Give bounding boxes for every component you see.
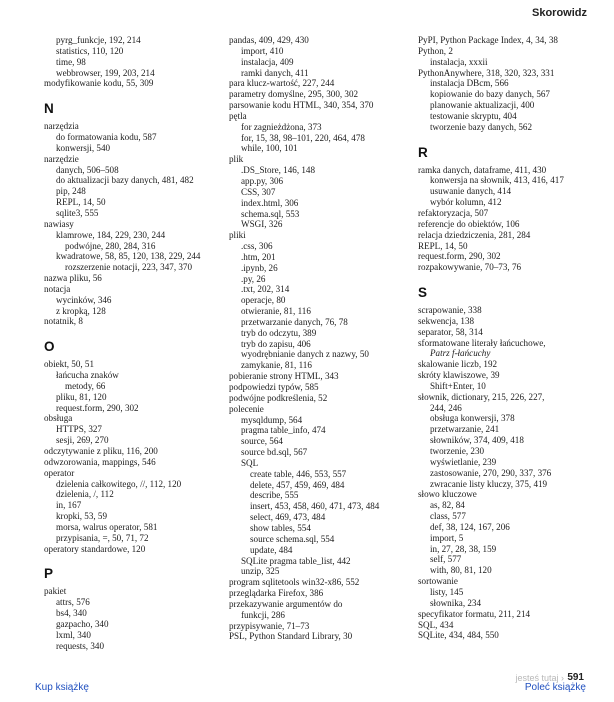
index-entry: modyfikowanie kodu, 55, 309 [44,78,154,89]
index-entry: słowo kluczowe [418,489,477,500]
index-entry: przypisania, =, 50, 71, 72 [56,532,149,543]
index-entry: słowników, 374, 409, 418 [430,435,524,446]
index-entry: wyświetlanie, 239 [430,456,497,467]
index-entry: mysqldump, 564 [241,414,303,425]
index-entry: podwójne podkreślenia, 52 [229,392,328,403]
index-entry: zamykanie, 81, 116 [241,360,312,371]
index-entry: pyrg_funkcje, 192, 214 [56,35,141,45]
index-entry: wycinków, 346 [56,294,112,305]
index-entry: in, 27, 28, 38, 159 [430,543,497,554]
index-entry: wybór kolumn, 412 [430,197,502,208]
index-entry: metody, 66 [65,380,106,391]
index-entry: SQLite pragma table_list, 442 [241,555,351,566]
index-entry: webbrowser, 199, 203, 214 [56,67,155,78]
index-entry: source schema.sql, 554 [250,533,335,544]
section-letter-r: R [418,144,428,160]
index-entry: referencje do obiektów, 106 [418,218,520,229]
index-entry: Python, 2 [418,45,453,56]
index-entry: WSGI, 326 [241,219,283,230]
index-entry: relacja dziedziczenia, 281, 284 [418,229,531,240]
index-entry: pliku, 81, 120 [56,391,107,402]
index-entry: operacje, 80 [241,295,286,306]
index-entry: do aktualizacji bazy danych, 481, 482 [56,175,194,186]
index-entry: testowanie skryptu, 404 [430,110,517,121]
index-entry: .css, 306 [241,241,273,252]
index-entry: in, 167 [56,500,82,511]
index-entry: notatnik, 8 [44,316,83,327]
index-entry: tryb do odczytu, 389 [241,327,317,338]
index-entry: przetwarzanie danych, 76, 78 [241,316,348,327]
index-entry: klamrowe, 184, 229, 230, 244 [56,229,166,240]
index-entry: do formatowania kodu, 587 [56,132,157,143]
index-entry: zastosowanie, 270, 290, 337, 376 [430,467,552,478]
index-entry: odczytywanie z pliku, 116, 200 [44,446,158,456]
index-entry: polecenie [229,403,264,414]
index-entry: dzielenia, /, 112 [56,489,114,500]
index-entry: skróty klawiszowe, 39 [418,370,500,381]
index-entry: refaktoryzacja, 507 [418,207,489,218]
index-entry: with, 80, 81, 120 [430,565,492,576]
index-entry: for, 15, 38, 98–101, 220, 464, 478 [241,132,365,143]
index-entry: pętla [229,110,247,121]
you-are-here-label: jesteś tutaj › [515,673,564,683]
index-entry: podpowiedzi typów, 585 [229,382,319,392]
index-entry: łańcucha znaków [56,370,119,381]
index-entry: select, 469, 473, 484 [250,512,326,523]
index-entry: morsa, walrus operator, 581 [56,521,158,532]
page-number: 591 [567,672,584,683]
index-entry: instalacja DBcm, 566 [430,78,509,89]
index-entry: requests, 340 [56,640,104,651]
index-entry: konwersja na słownik, 413, 416, 417 [430,175,564,186]
index-entry: index.html, 306 [241,197,299,208]
index-entry: kopiowanie do bazy danych, 567 [430,89,550,100]
index-entry: plik [229,154,244,165]
index-entry: app.py, 306 [241,175,284,186]
index-entry: while, 100, 101 [241,143,298,154]
index-entry: nawiasy [44,218,74,229]
index-entry: parametry domyślne, 295, 300, 302 [229,89,359,100]
index-entry: PSL, Python Standard Library, 30 [229,631,353,642]
index-entry: REPL, 14, 50 [418,240,468,251]
index-entry: instalacja, xxxii [430,56,488,67]
index-entry: Shift+Enter, 10 [430,380,486,391]
index-entry: statistics, 110, 120 [56,45,124,56]
index-entry: class, 577 [430,511,466,522]
index-entry: sortowanie [418,576,458,587]
index-entry: otwieranie, 81, 116 [241,306,311,317]
index-entry: PythonAnywhere, 318, 320, 323, 331 [418,67,555,78]
index-entry: danych, 506–508 [56,164,119,175]
index-entry: pip, 248 [56,186,86,197]
index-entry: ramki danych, 411 [241,67,309,78]
index-entry: specyfikator formatu, 211, 214 [418,608,531,619]
index-column-1 [44,35,234,652]
index-entry: operatory standardowe, 120 [44,543,146,554]
index-entry: usuwanie danych, 414 [430,186,512,197]
index-entry: ramka danych, dataframe, 411, 430 [418,164,547,175]
index-entry: gazpacho, 340 [56,618,109,629]
index-entry: pakiet [44,586,67,597]
index-entry: wyodrębnianie danych z nazwy, 50 [241,349,369,360]
index-entry: REPL, 14, 50 [56,197,106,208]
index-entry: scrapowanie, 338 [418,305,482,316]
index-entry: pandas, 409, 429, 430 [229,35,309,45]
index-entry: import, 410 [241,45,284,56]
index-entry: tryb do zapisu, 406 [241,338,311,349]
index-entry: przeglądarka Firefox, 386 [229,588,324,599]
index-entry: SQLite, 434, 484, 550 [418,630,499,641]
index-entry: SQL, 434 [418,619,454,630]
index-entry: source bd.sql, 567 [241,447,308,458]
index-entry: zwracanie listy kluczy, 375, 419 [430,478,548,489]
index-entry: program sqlitetools win32-x86, 552 [229,577,360,588]
index-entry: narzędzie [44,153,79,164]
index-entry: HTTPS, 327 [56,424,102,435]
index-entry: request.form, 290, 302 [418,251,501,262]
index-entry: .DS_Store, 146, 148 [241,165,316,176]
buy-book-link[interactable]: Kup książkę [35,682,89,693]
index-entry: PyPI, Python Package Index, 4, 34, 38 [418,35,558,45]
index-entry: request.form, 290, 302 [56,402,139,413]
index-entry: unzip, 325 [241,566,280,577]
index-entry: sekwencja, 138 [418,315,475,326]
index-entry: sesji, 269, 270 [56,435,109,446]
index-entry: attrs, 576 [56,597,90,608]
index-entry: dzielenia całkowitego, //, 112, 120 [56,478,182,489]
index-entry: narzędzia [44,121,79,132]
index-entry: self, 577 [430,554,462,565]
page-header-title: Skorowidz [531,7,587,19]
index-entry: przetwarzanie, 241 [430,424,500,435]
index-entry: update, 484 [250,544,293,555]
index-entry: skalowanie liczb, 192 [418,359,498,370]
index-entry: schema.sql, 553 [241,208,300,219]
recommend-book-link[interactable]: Poleć książkę [524,682,586,693]
index-entry: nazwa pliku, 56 [44,273,102,284]
index-entry: .ipynb, 26 [241,262,278,273]
section-letter-o: O [44,339,55,355]
index-entry: z kropką, 128 [56,305,106,316]
section-letter-s: S [418,285,428,301]
index-entry: as, 82, 84 [430,500,465,511]
index-entry: para klucz-wartość, 227, 244 [229,78,335,89]
index-entry: rozszerzenie notacji, 223, 347, 370 [65,262,193,273]
index-entry: .htm, 201 [241,251,276,262]
index-entry: podwójne, 280, 284, 316 [65,240,156,251]
index-entry: planowanie aktualizacji, 400 [430,100,535,111]
index-entry: obsługa konwersji, 378 [430,413,515,424]
index-entry: SQL [241,457,259,468]
index-entry: parsowanie kodu HTML, 340, 354, 370 [229,100,374,111]
index-entry: przekazywanie argumentów do [229,598,343,609]
index-entry: słownika, 234 [430,597,482,608]
index-entry: create table, 446, 553, 557 [250,468,347,479]
index-entry: funkcji, 286 [241,609,285,620]
index-entry: tworzenie bazy danych, 562 [430,121,533,132]
index-entry: Patrz f-łańcuchy [430,348,491,359]
index-entry: CSS, 307 [241,186,276,197]
index-entry: for zagnieżdżona, 373 [241,121,322,132]
index-column-2 [229,35,419,642]
index-entry: kropki, 53, 59 [56,511,108,522]
index-entry: sformatowane literały łańcuchowe, [418,337,546,348]
section-letter-n: N [44,101,54,117]
index-column-3 [418,35,608,641]
index-entry: rozpakowywanie, 70–73, 76 [418,262,522,273]
index-entry: pobieranie strony HTML, 343 [229,371,339,382]
index-entry: operator [44,467,75,478]
index-entry: tworzenie, 230 [430,446,485,456]
index-entry: pliki [229,230,246,241]
index-entry: konwersji, 540 [56,142,111,153]
index-entry: .py, 26 [241,273,266,284]
index-entry: insert, 453, 458, 460, 471, 473, 484 [250,501,380,512]
index-entry: describe, 555 [250,490,299,501]
index-entry: kwadratowe, 58, 85, 120, 138, 229, 244 [56,251,201,262]
index-entry: source, 564 [241,436,283,447]
index-entry: sqlite3, 555 [56,207,99,218]
index-entry: time, 98 [56,56,86,67]
index-entry: słownik, dictionary, 215, 226, 227, [418,391,545,402]
index-entry: import, 5 [430,532,464,543]
index-entry: obsługa [44,413,73,424]
index-entry: odwzorowania, mappings, 546 [44,456,156,467]
index-entry: obiekt, 50, 51 [44,359,95,370]
index-entry: bs4, 340 [56,608,87,619]
index-entry: listy, 145 [430,586,464,597]
index-entry: instalacja, 409 [241,56,294,67]
index-entry: .txt, 202, 314 [241,284,290,295]
index-entry: 244, 246 [430,402,462,413]
index-entry: notacja [44,283,71,294]
index-entry: lxml, 340 [56,629,91,640]
index-entry: delete, 457, 459, 469, 484 [250,479,345,490]
index-entry: show tables, 554 [250,522,311,533]
section-letter-p: P [44,566,54,582]
index-entry: przypisywanie, 71–73 [229,620,310,631]
index-entry: pragma table_info, 474 [241,425,326,436]
index-entry: separator, 58, 314 [418,326,483,337]
index-entry: def, 38, 124, 167, 206 [430,521,510,532]
